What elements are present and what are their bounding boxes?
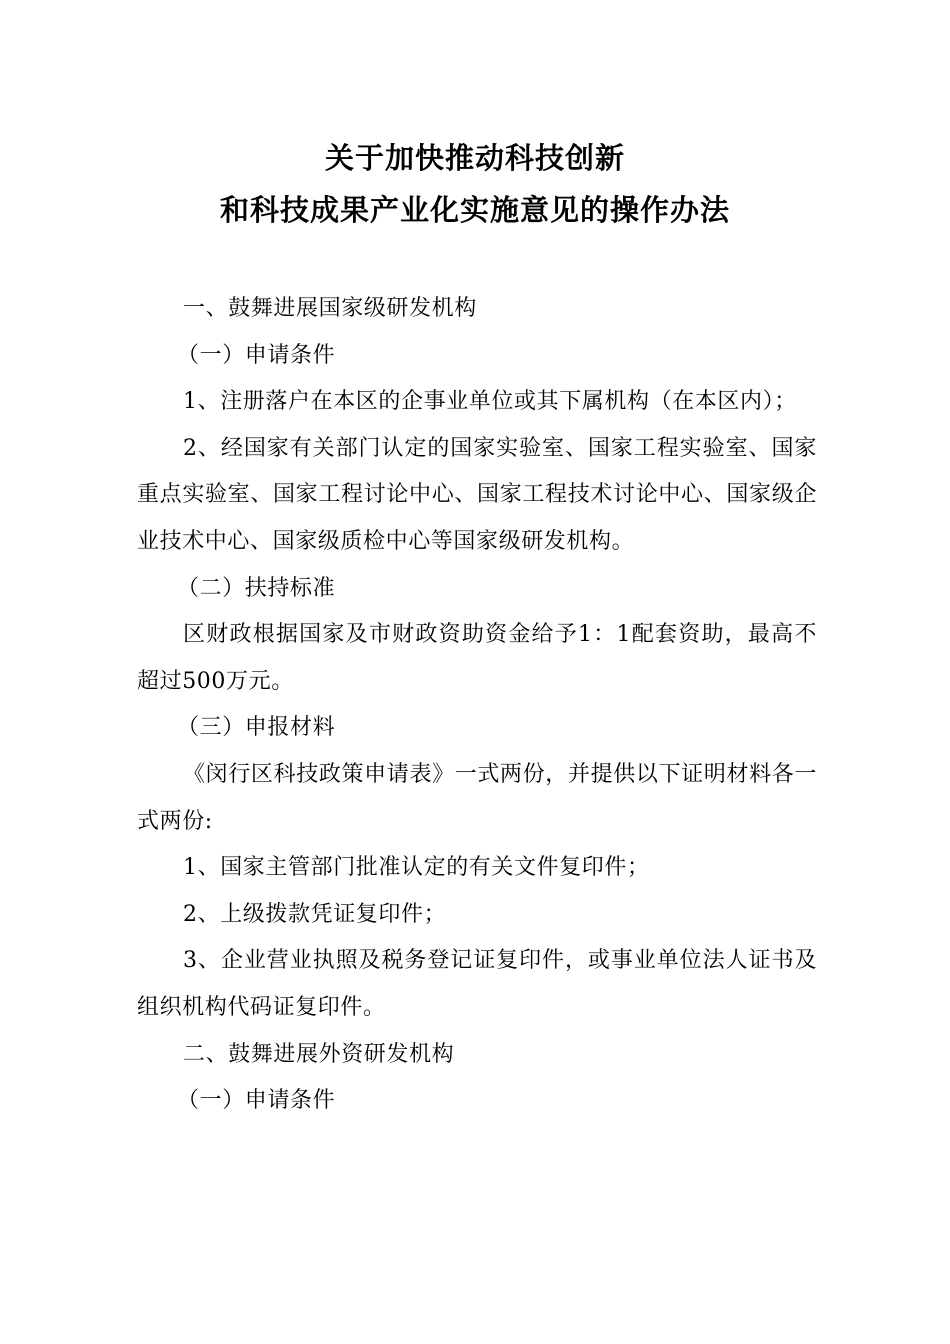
document-title-line-1: 关于加快推动科技创新: [324, 141, 625, 175]
subsection-heading-conditions: （一）申请条件: [177, 342, 336, 368]
subsection-heading-standard: （二）扶持标准: [177, 575, 336, 601]
paragraph-materials-intro: 《闵行区科技政策申请表》一式两份，并提供以下证明材料各一式两份:: [137, 761, 817, 834]
paragraph-material-2: 2、上级拨款凭证复印件；: [183, 901, 447, 927]
paragraph-standard: 区财政根据国家及市财政资助资金给予1：1配套资助，最高不超过500万元。: [137, 622, 817, 694]
paragraph-condition-2: 2、经国家有关部门认定的国家实验室、国家工程实验室、国家重点实验室、国家工程讨论中心、国家工程技术讨论中心、国家级企业技术中心、国家级质检中心等国家级研发机构。: [137, 435, 817, 554]
paragraph-condition-1: 1、注册落户在本区的企事业单位或其下属机构（在本区内）；: [183, 389, 797, 415]
section-heading-1: 一、鼓舞进展国家级研发机构: [183, 296, 477, 321]
document-title-line-2: 和科技成果产业化实施意见的操作办法: [219, 193, 730, 227]
paragraph-material-3: 3、企业营业执照及税务登记证复印件，或事业单位法人证书及组织机构代码证复印件。: [137, 948, 817, 1020]
subsection-heading-materials: （三）申报材料: [177, 715, 336, 741]
section-heading-2: 二、鼓舞进展外资研发机构: [183, 1041, 455, 1067]
document-body: [137, 286, 817, 1125]
paragraph-material-1: 1、国家主管部门批准认定的有关文件复印件；: [183, 855, 650, 881]
subsection-heading-conditions-2: （一）申请条件: [177, 1088, 336, 1114]
